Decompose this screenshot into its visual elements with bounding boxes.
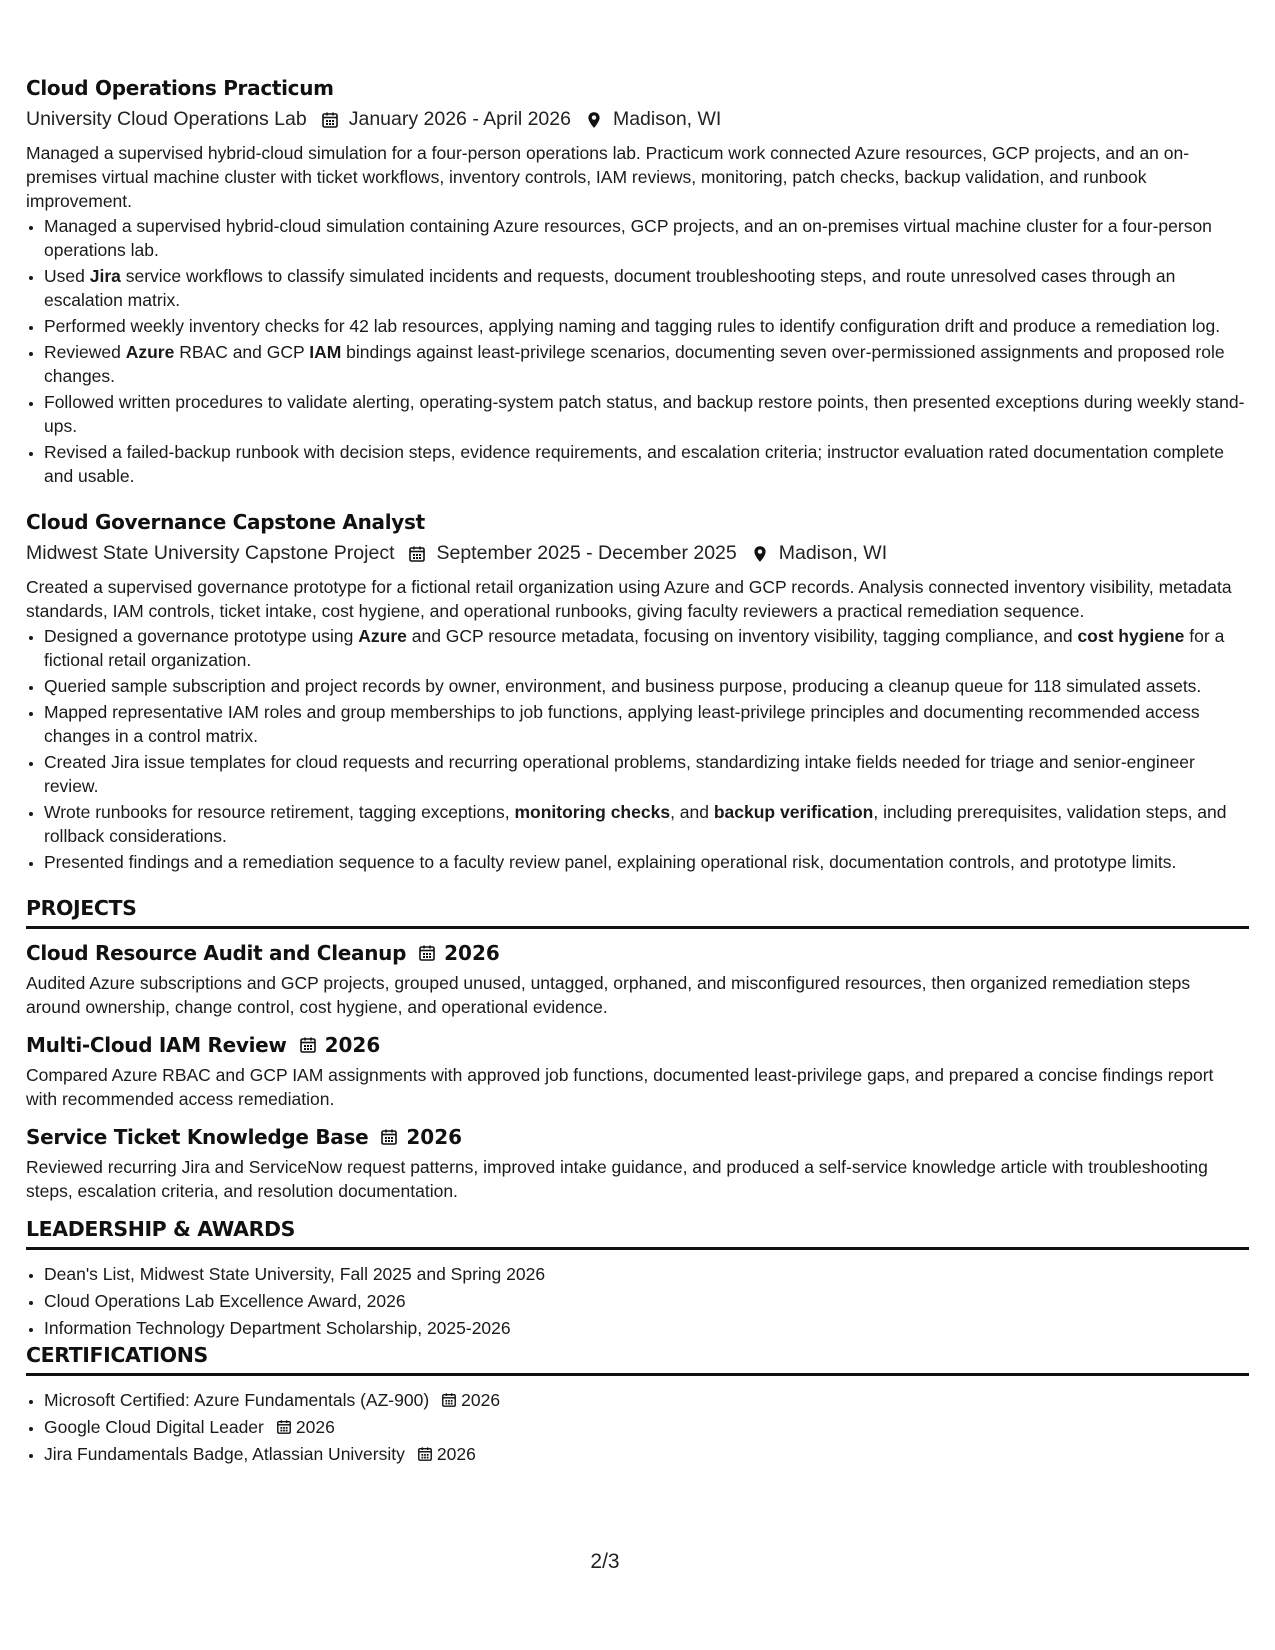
certifications-heading: CERTIFICATIONS — [26, 1343, 1249, 1376]
bullet-text: , and — [670, 802, 714, 822]
leadership-heading: LEADERSHIP & AWARDS — [26, 1217, 1249, 1250]
calendar-icon — [321, 111, 339, 129]
bullet-text: service workflows to classify simulated incidents and requests, document troubleshooting steps, and route unresolved cases through an escalation matrix. — [44, 266, 1176, 310]
job-dates — [408, 542, 736, 565]
certification-item — [44, 1415, 1249, 1439]
certification-year: 2026 — [295, 1417, 335, 1437]
projects-list — [26, 941, 1249, 1203]
map-pin-icon-glyph — [585, 111, 603, 129]
certification-name: Jira Fundamentals Badge, Atlassian University — [44, 1444, 405, 1464]
calendar-icon-glyph — [418, 944, 436, 962]
bullet-text: Followed written procedures to validate alerting, operating-system patch status, and backup restore points, then presented exceptions during weekly stand-ups. — [44, 392, 1245, 436]
organization: Midwest State University Capstone Project — [26, 542, 395, 564]
project-year: 2026 — [444, 941, 500, 965]
bold-keyword: Azure — [358, 626, 407, 646]
project-title: Service Ticket Knowledge Base — [26, 1125, 369, 1149]
calendar-icon — [408, 545, 426, 563]
leadership-list — [26, 1262, 1249, 1340]
project-entry — [26, 941, 1249, 1019]
bullet-item — [44, 314, 1249, 338]
project-description: Reviewed recurring Jira and ServiceNow request patterns, improved intake guidance, and produced a self-service knowledge article with troubleshooting steps, escalation criteria, and resolution documentation. — [26, 1157, 1208, 1201]
experience-entry — [26, 76, 1249, 488]
bullet-text: bindings against least-privilege scenarios, documenting seven over-permissioned assignments and proposed role changes. — [44, 342, 1225, 386]
job-summary: Created a supervised governance prototype for a fictional retail organization using Azure and GCP records. Analysis connected inventory visibility, metadata standards, IAM controls, ticket intake, cost hygiene, and operational runbooks, giving faculty reviewers a practical remediation sequence. — [26, 577, 1232, 621]
date-range: January 2026 - April 2026 — [348, 108, 571, 130]
bullet-item — [44, 264, 1249, 312]
bullet-item — [44, 624, 1249, 672]
calendar-icon-glyph — [408, 545, 426, 563]
bullet-text: Reviewed — [44, 342, 126, 362]
job-bullets — [26, 214, 1249, 488]
project-entry — [26, 1033, 1249, 1111]
job-bullets — [26, 624, 1249, 874]
bullet-item — [44, 440, 1249, 488]
calendar-icon-glyph — [380, 1128, 398, 1146]
bullet-text: Designed a governance prototype using — [44, 626, 359, 646]
bullet-text: Presented findings and a remediation sequence to a faculty review panel, explaining operational risk, documentation controls, and prototype limits. — [44, 852, 1177, 872]
job-title: Cloud Governance Capstone Analyst — [26, 510, 425, 534]
bullet-text: , including prerequisites, validation steps, and rollback considerations. — [44, 802, 1227, 846]
certification-year: 2026 — [436, 1444, 476, 1464]
calendar-icon-glyph — [417, 1446, 433, 1462]
bullet-text: Managed a supervised hybrid-cloud simulation containing Azure resources, GCP projects, and an on-premises virtual machine cluster for a four-person operations lab. — [44, 216, 1212, 260]
certification-year-group — [405, 1444, 476, 1464]
certifications-section — [26, 1343, 1249, 1466]
job-title: Cloud Operations Practicum — [26, 76, 334, 100]
experience-list — [26, 76, 1249, 874]
projects-section — [26, 896, 1249, 1203]
job-summary: Managed a supervised hybrid-cloud simulation for a four-person operations lab. Practicum work connected Azure resources, GCP projects, and an on-premises virtual machine cluster with ticket workflows, inventory controls, IAM reviews, monitoring, patch checks, backup validation, and runbook improvement. — [26, 143, 1190, 211]
project-header — [26, 941, 1249, 965]
map-pin-icon — [751, 545, 769, 563]
bold-keyword: IAM — [309, 342, 342, 362]
calendar-icon-glyph — [276, 1419, 292, 1435]
calendar-icon — [276, 1417, 292, 1433]
bullet-item — [44, 750, 1249, 798]
bold-keyword: Jira — [89, 266, 121, 286]
project-year: 2026 — [324, 1033, 381, 1057]
certification-item — [44, 1388, 1249, 1412]
bold-keyword: monitoring checks — [514, 802, 671, 822]
bullet-text: Queried sample subscription and project records by owner, environment, and business purpose, producing a cleanup queue for 118 simulated assets. — [44, 676, 1202, 696]
calendar-icon — [417, 1444, 433, 1460]
date-range: September 2025 - December 2025 — [436, 542, 737, 564]
bold-keyword: backup verification — [713, 802, 874, 822]
bullet-text: and GCP resource metadata, focusing on inventory visibility, tagging compliance, and — [406, 626, 1078, 646]
job-meta — [26, 108, 1249, 131]
bullet-text: Performed weekly inventory checks for 42 lab resources, applying naming and tagging rules to identify configuration drift and produce a remediation log. — [44, 316, 1221, 336]
calendar-icon — [380, 1128, 398, 1146]
bullet-text: RBAC and GCP — [174, 342, 310, 362]
bullet-text: Wrote runbooks for resource retirement, tagging exceptions, — [44, 802, 515, 822]
project-title: Multi-Cloud IAM Review — [26, 1033, 287, 1057]
project-entry — [26, 1125, 1249, 1203]
location: Madison, WI — [778, 542, 888, 564]
certification-name: Google Cloud Digital Leader — [44, 1417, 264, 1437]
project-year: 2026 — [406, 1125, 463, 1149]
bullet-text: Used — [44, 266, 90, 286]
project-title: Cloud Resource Audit and Cleanup — [26, 941, 407, 965]
bullet-item — [44, 390, 1249, 438]
experience-entry — [26, 510, 1249, 874]
organization: University Cloud Operations Lab — [26, 108, 307, 130]
bullet-text: Revised a failed-backup runbook with decision steps, evidence requirements, and escalation criteria; instructor evaluation rated documentation complete and usable. — [44, 442, 1224, 486]
certification-name: Microsoft Certified: Azure Fundamentals (AZ-900) — [44, 1390, 430, 1410]
bullet-item — [44, 214, 1249, 262]
bullet-item — [44, 340, 1249, 388]
project-description: Compared Azure RBAC and GCP IAM assignments with approved job functions, documented least-privilege gaps, and prepared a concise findings report with recommended access remediation. — [26, 1065, 1214, 1109]
leadership-section — [26, 1217, 1249, 1340]
bullet-text: for a fictional retail organization. — [44, 626, 1225, 670]
project-header — [26, 1125, 1249, 1149]
certification-item — [44, 1442, 1249, 1466]
project-description: Audited Azure subscriptions and GCP projects, grouped unused, untagged, orphaned, and misconfigured resources, then organized remediation steps around ownership, change control, cost hygiene, and operational evidence. — [26, 973, 1191, 1017]
map-pin-icon — [585, 111, 603, 129]
calendar-icon-glyph — [321, 111, 339, 129]
calendar-icon — [418, 944, 436, 962]
job-dates — [321, 108, 571, 131]
award-item: • Cloud Operations Lab Excellence Award, 2026 — [44, 1289, 1249, 1313]
calendar-icon — [441, 1390, 457, 1406]
certifications-list — [26, 1388, 1249, 1466]
bullet-item — [44, 674, 1249, 698]
job-meta — [26, 542, 1249, 565]
calendar-icon — [299, 1036, 317, 1054]
bullet-item — [44, 850, 1249, 874]
bullet-item — [44, 800, 1249, 848]
bullet-text: Created Jira issue templates for cloud requests and recurring operational problems, standardizing intake fields needed for triage and senior-engineer review. — [44, 752, 1195, 796]
award-item: • Dean's List, Midwest State University, Fall 2025 and Spring 2026 — [44, 1262, 1249, 1286]
location: Madison, WI — [612, 108, 722, 130]
calendar-icon-glyph — [299, 1036, 317, 1054]
calendar-icon-glyph — [441, 1392, 457, 1408]
map-pin-icon-glyph — [751, 545, 769, 563]
projects-heading: PROJECTS — [26, 896, 1249, 929]
bold-keyword: cost hygiene — [1077, 626, 1185, 646]
bullet-item — [44, 700, 1249, 748]
bullet-text: Mapped representative IAM roles and group memberships to job functions, applying least-privilege principles and documenting recommended access changes in a control matrix. — [44, 702, 1200, 746]
certification-year-group — [264, 1417, 335, 1437]
certification-year: 2026 — [461, 1390, 501, 1410]
award-item: • Information Technology Department Scholarship, 2025-2026 — [44, 1316, 1249, 1340]
bold-keyword: Azure — [125, 342, 175, 362]
job-location — [585, 108, 721, 131]
job-location — [751, 542, 887, 565]
page-number: 2/3 — [590, 1550, 620, 1573]
project-header — [26, 1033, 1249, 1057]
certification-year-group — [429, 1390, 500, 1410]
